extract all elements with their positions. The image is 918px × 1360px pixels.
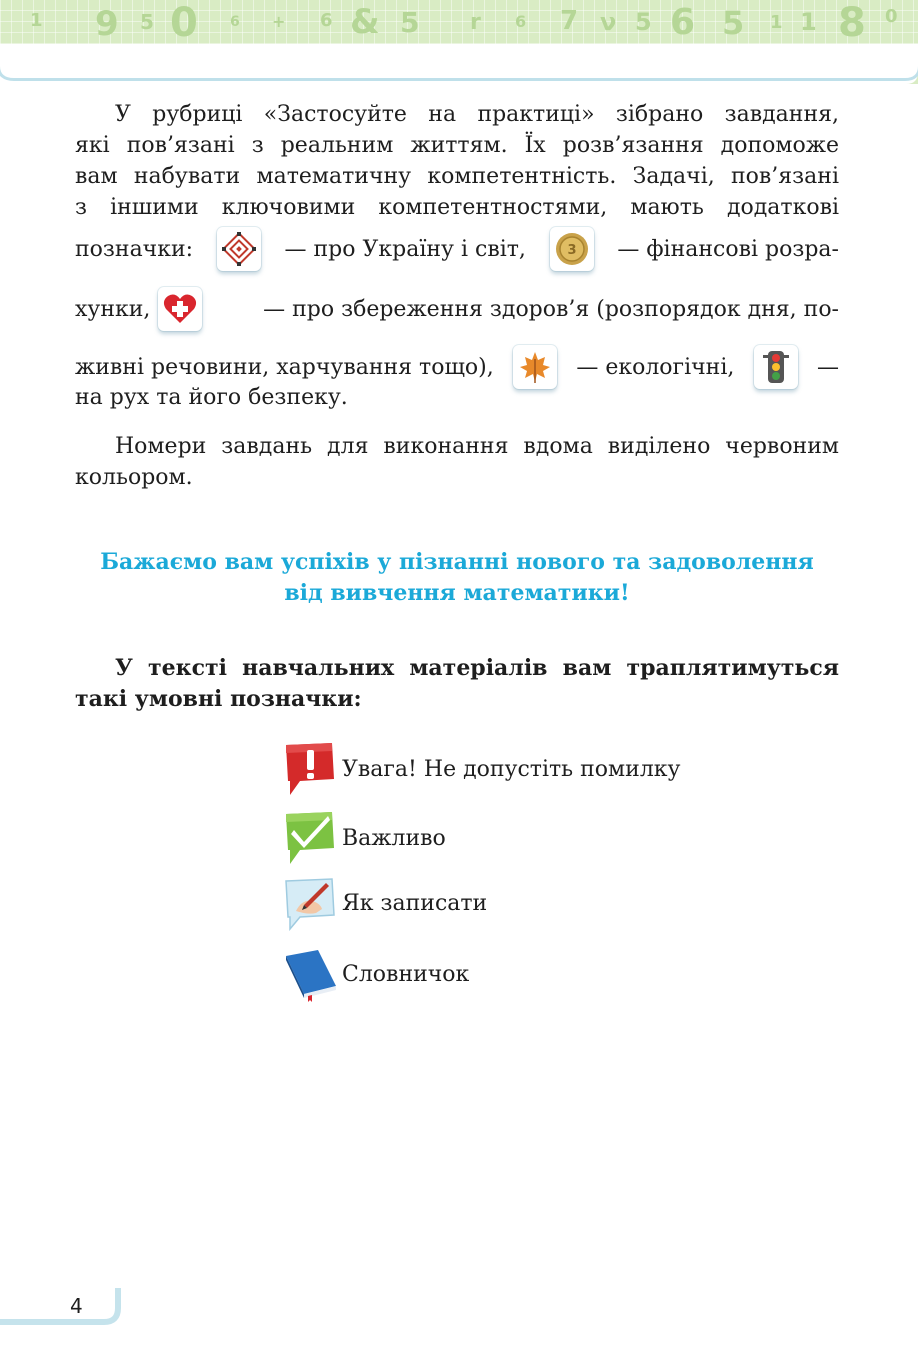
- legend-intro: [75, 653, 839, 715]
- legend-label: Як записати: [342, 890, 488, 916]
- legend-item-warning: [282, 741, 681, 797]
- icon-line-text: — про Україну і світ,: [284, 236, 526, 262]
- wish-line: від вивчення математики!: [284, 580, 630, 606]
- ukraine-embroidery-icon: [217, 227, 261, 271]
- icon-line-text: — екологічні,: [576, 354, 735, 380]
- pen-writing-icon: [282, 875, 338, 931]
- coin-icon: [550, 227, 594, 271]
- health-heart-icon: [158, 287, 202, 331]
- paragraph-line: Номери завдань для виконання вдома виділено червоним: [115, 434, 839, 459]
- paragraph-line: які пов’язані з реальним життям. Їх розв’язання допоможе: [75, 133, 839, 158]
- header-band: [0, 0, 918, 44]
- paragraph-line: на рух та його безпеку.: [75, 385, 348, 410]
- icon-line-text: позначки:: [75, 236, 194, 262]
- page-number-tab: [0, 1288, 124, 1328]
- icon-line-text: —: [816, 354, 839, 380]
- warning-exclamation-icon: [282, 741, 338, 797]
- checkmark-icon: [282, 810, 338, 866]
- icon-line-text: живні речовини, харчування тощо),: [75, 354, 494, 380]
- paragraph-tail: [75, 382, 839, 413]
- legend-item-how-to-write: [282, 875, 487, 931]
- paragraph-line: з іншими ключовими компетентностями, мають додаткові: [75, 195, 839, 220]
- icon-line-2: [75, 285, 839, 333]
- legend-label: Словничок: [342, 961, 470, 987]
- icon-line-text: — фінансові розра-: [617, 236, 839, 262]
- icon-line-text: — про збереження здоров’я (розпорядок дня, по-: [263, 296, 839, 322]
- paragraph-line: вам набувати математичну компетентність. Задачі, пов’язані: [75, 164, 839, 189]
- legend-intro-line: такі умовні позначки:: [75, 686, 362, 712]
- header-digits-decoration: 1 9 5 0 6 + 6 & 5 r 6 7 ν 5 6 5 1 1 8 0: [30, 0, 898, 44]
- svg-text:3: 3: [567, 243, 577, 258]
- icon-line-1: [75, 225, 839, 273]
- book-icon: [282, 946, 338, 1002]
- intro-paragraph: [75, 99, 839, 223]
- legend-item-glossary: [282, 946, 469, 1002]
- header-curve-decoration: [0, 44, 918, 90]
- legend-intro-line: У тексті навчальних матеріалів вам траплятимуться: [115, 655, 839, 681]
- wish-line: Бажаємо вам успіхів у пізнанні нового та задоволення: [100, 549, 814, 575]
- paragraph-line: кольором.: [75, 465, 193, 490]
- legend-label: Увага! Не допустіть помилку: [342, 756, 681, 782]
- icon-line-text: хунки,: [75, 296, 151, 322]
- legend-item-important: [282, 810, 446, 866]
- wish-heading: [75, 547, 839, 609]
- page-number: 4: [70, 1294, 83, 1318]
- legend-label: Важливо: [342, 825, 446, 851]
- paragraph-line: У рубриці «Застосуйте на практиці» зібрано завдання,: [115, 102, 839, 127]
- homework-paragraph: [75, 431, 839, 493]
